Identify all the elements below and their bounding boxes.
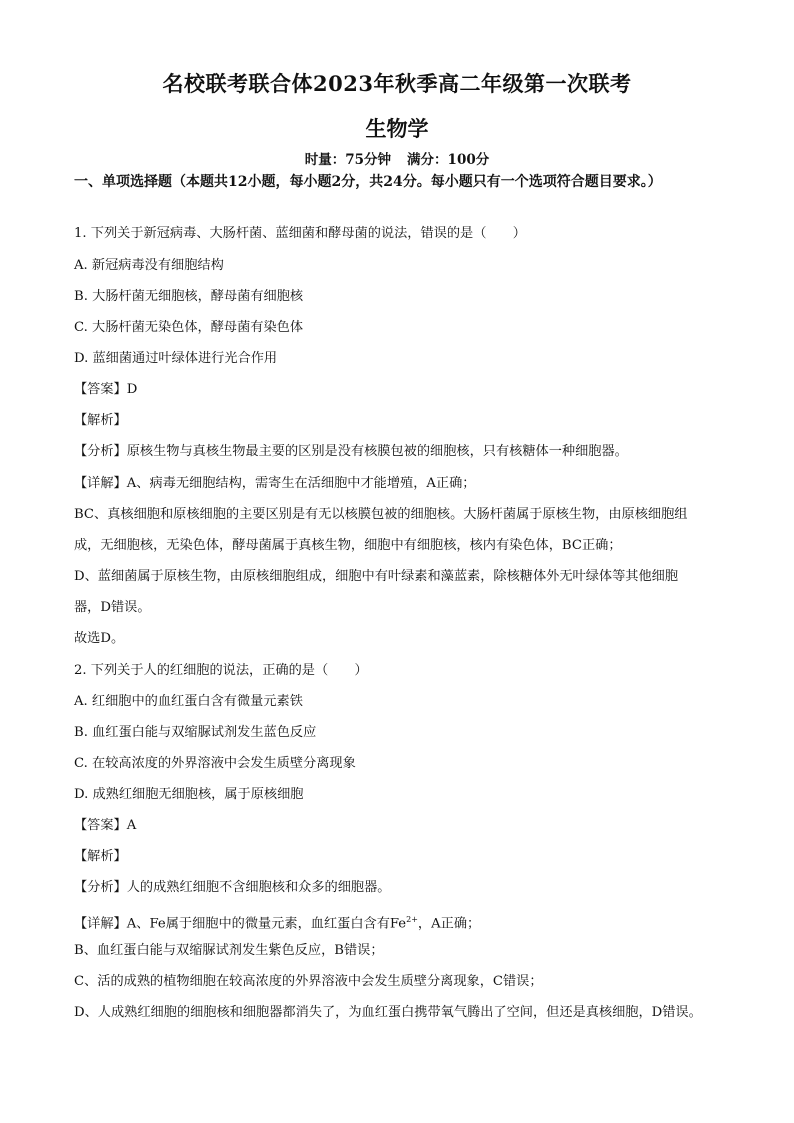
section-heading: 一、单项选择题（本题共12小题，每小题2分，共24分。每小题只有一个选项符合题目要求。） bbox=[74, 174, 662, 190]
question-1-fenxi: 【分析】原核生物与真核生物最主要的区别是没有核膜包被的细胞核，只有核糖体一种细胞器。 bbox=[74, 444, 628, 459]
question-2-option-a: A. 红细胞中的血红蛋白含有微量元素铁 bbox=[74, 694, 303, 709]
question-2-detail-2: B、血红蛋白能与双缩脲试剂发生紫色反应，B错误； bbox=[74, 943, 384, 958]
question-2-option-d: D. 成熟红细胞无细胞核，属于原核细胞 bbox=[74, 787, 304, 802]
question-2-option-c: C. 在较高浓度的外界溶液中会发生质壁分离现象 bbox=[74, 756, 356, 771]
question-1-detail-2a: BC、真核细胞和原核细胞的主要区别是有无以核膜包被的细胞核。大肠杆菌属于原核生物，由原核细胞组 bbox=[74, 507, 688, 522]
question-2-analysis-label: 【解析】 bbox=[74, 849, 127, 864]
question-2-fenxi: 【分析】人的成熟红细胞不含细胞核和众多的细胞器。 bbox=[74, 880, 391, 895]
question-2-detail-4: D、人成熟红细胞的细胞核和细胞器都消失了，为血红蛋白携带氧气腾出了空间，但还是真核细胞，D错误。 bbox=[74, 1005, 702, 1020]
exam-meta bbox=[0, 148, 794, 168]
question-2-option-b: B. 血红蛋白能与双缩脲试剂发生蓝色反应 bbox=[74, 725, 317, 740]
question-1-option-b: B. 大肠杆菌无细胞核，酵母菌有细胞核 bbox=[74, 289, 304, 304]
exam-title: 名校联考联合体2023年秋季高二年级第一次联考 bbox=[162, 71, 632, 96]
detail-1-text: 【详解】A、Fe属于细胞中的微量元素，血红蛋白含有Fe bbox=[74, 916, 407, 932]
question-2-detail-3: C、活的成熟的植物细胞在较高浓度的外界溶液中会发生质壁分离现象，C错误； bbox=[74, 974, 543, 989]
time-limit: 时量：75分钟 bbox=[304, 152, 392, 168]
question-1-detail-2b: 成，无细胞核，无染色体，酵母菌属于真核生物，细胞中有细胞核，核内有染色体，BC正确； bbox=[74, 538, 622, 553]
question-1-analysis-label: 【解析】 bbox=[74, 413, 127, 428]
question-1-option-a: A. 新冠病毒没有细胞结构 bbox=[74, 258, 224, 273]
question-1-detail-1: 【详解】A、病毒无细胞结构，需寄生在活细胞中才能增殖，A正确； bbox=[74, 476, 476, 491]
question-1-option-c: C. 大肠杆菌无染色体，酵母菌有染色体 bbox=[74, 320, 304, 335]
question-1-detail-3b: 器，D错误。 bbox=[74, 600, 151, 615]
question-2-stem: 2. 下列关于人的红细胞的说法，正确的是（ ） bbox=[74, 663, 368, 678]
detail-1-tail: ，A正确； bbox=[417, 916, 481, 932]
full-score: 满分：100分 bbox=[407, 152, 490, 168]
question-2-answer: 【答案】A bbox=[74, 818, 137, 833]
question-1-option-d: D. 蓝细菌通过叶绿体进行光合作用 bbox=[74, 351, 278, 366]
question-1-detail-3a: D、蓝细菌属于原核生物，由原核细胞组成，细胞中有叶绿素和藻蓝素，除核糖体外无叶绿体等其他细胞 bbox=[74, 569, 679, 584]
iron-charge: 2+ bbox=[406, 915, 418, 924]
question-1-stem: 1. 下列关于新冠病毒、大肠杆菌、蓝细菌和酵母菌的说法，错误的是（ ） bbox=[74, 226, 526, 241]
question-2-detail-1 bbox=[74, 910, 734, 934]
question-1-choose: 故选D。 bbox=[74, 631, 125, 646]
question-1-answer: 【答案】D bbox=[74, 382, 138, 397]
subject-title: 生物学 bbox=[365, 116, 429, 141]
